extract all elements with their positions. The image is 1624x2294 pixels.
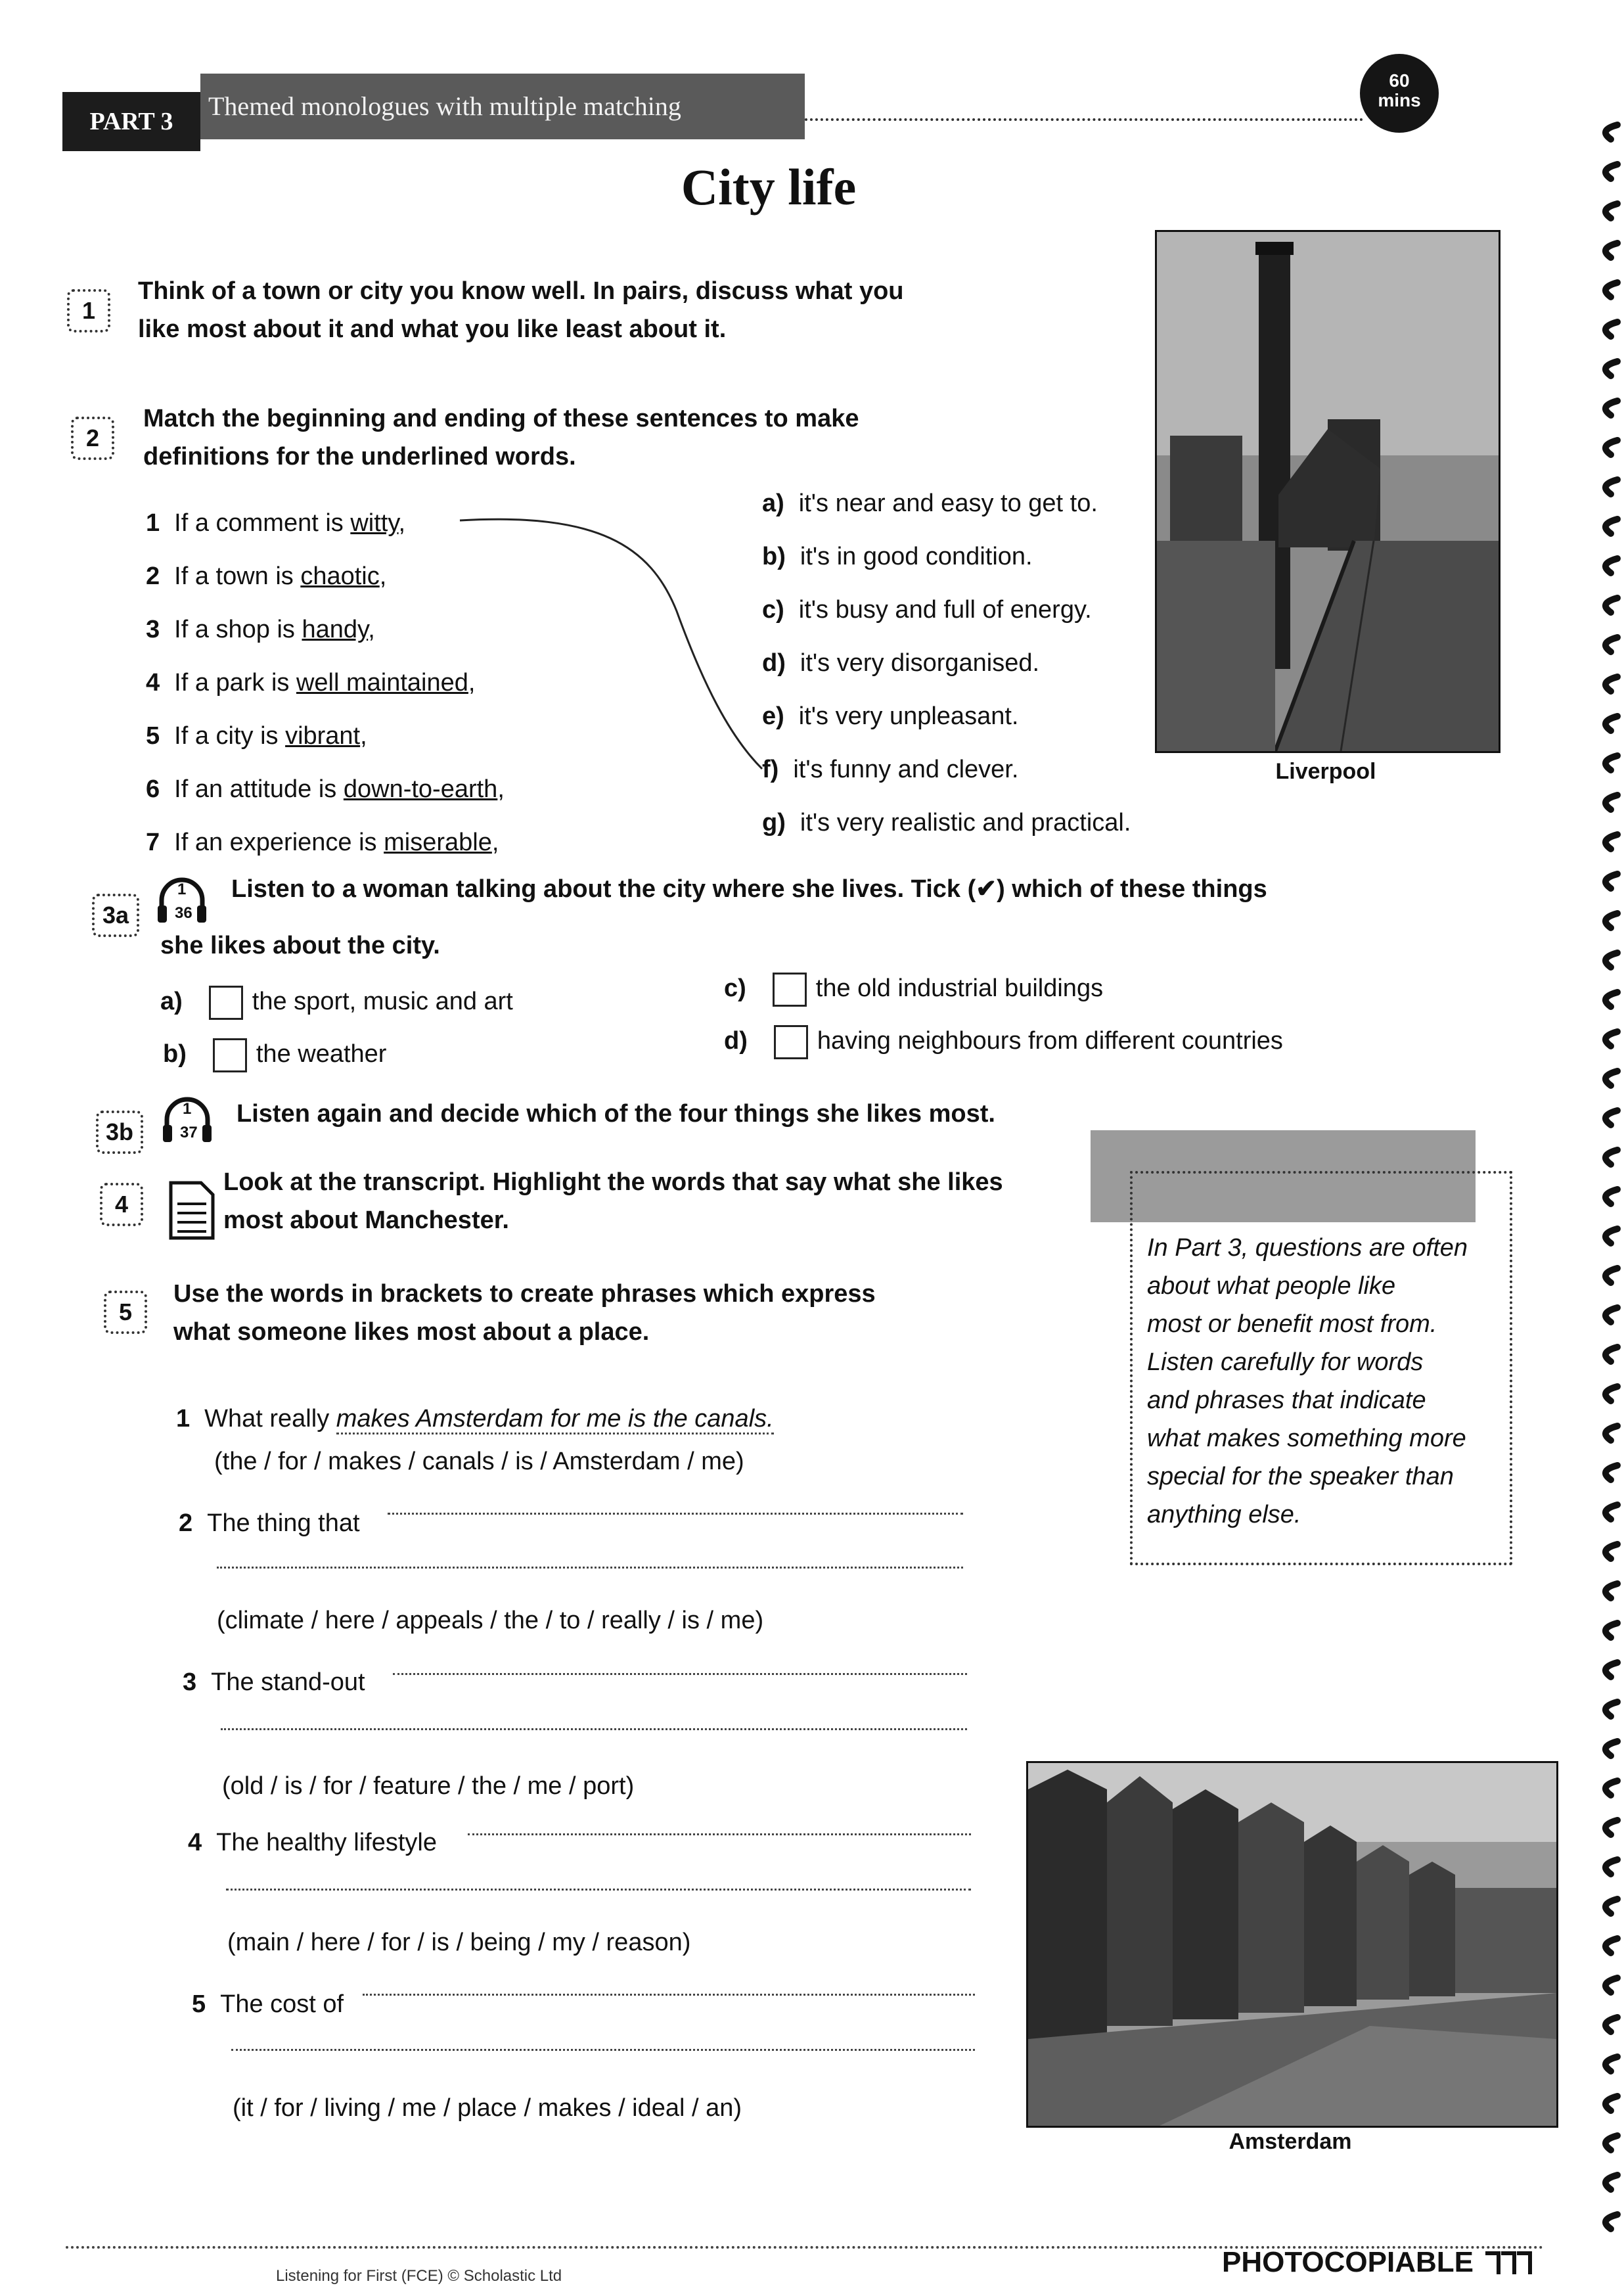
photocopy-icon (1481, 2249, 1537, 2278)
word-prompt-3: (old / is / for / feature / the / me / port) (222, 1772, 635, 1800)
question-number-5: 5 (104, 1291, 147, 1334)
tick-box[interactable] (774, 1025, 808, 1059)
spiral-binding (1585, 118, 1624, 2241)
ending-item: a) it's near and easy to get to. (762, 490, 1098, 517)
amsterdam-photo (1026, 1761, 1558, 2128)
audio-track-37 (160, 1093, 233, 1159)
photocopiable-label: PHOTOCOPIABLE (1222, 2246, 1537, 2279)
answer-line[interactable] (217, 1567, 963, 1569)
tick-box[interactable] (773, 973, 807, 1007)
option-a: a) the sport, music and art (160, 986, 513, 1020)
question-2-text (143, 400, 1063, 476)
section-title: Themed monologues with multiple matching (200, 74, 805, 139)
answer-line[interactable] (363, 1994, 975, 1996)
option-c: c) the old industrial buildings (724, 973, 1103, 1007)
ending-item: e) it's very unpleasant. (762, 702, 1019, 730)
question-4-line2: most about Manchester. (223, 1206, 509, 1234)
example-answer: makes Amsterdam for me is the canals. (336, 1405, 774, 1434)
track-number: 37 (180, 1124, 198, 1141)
question-5-text (173, 1275, 1027, 1351)
matching-line (453, 506, 782, 782)
time-value: 60 (1389, 70, 1410, 91)
word-prompt-5: (it / for / living / me / place / makes / ideal / an) (233, 2094, 742, 2122)
exercise-item-4: 4 The healthy lifestyle (188, 1829, 437, 1856)
cd-number: 1 (177, 881, 187, 898)
question-5-line2: what someone likes most about a place. (173, 1318, 650, 1346)
ending-item: g) it's very realistic and practical. (762, 809, 1131, 837)
question-1-line2: like most about it and what you like least about it. (138, 315, 727, 343)
exercise-item-5: 5 The cost of (192, 1990, 344, 2018)
question-1-line1: Think of a town or city you know well. In pairs, discuss what you (138, 277, 904, 305)
word-prompt-4: (main / here / for / is / being / my / reason) (227, 1929, 691, 1956)
question-number-3a: 3a (92, 894, 139, 937)
question-3a-line2: she likes about the city. (160, 932, 440, 959)
transcript-icon (168, 1180, 215, 1241)
endings-list (762, 488, 1222, 860)
amsterdam-image (1028, 1763, 1556, 2126)
exam-tip-text: In Part 3, questions are often about what people like most or benefit most from. Listen carefully for words and phrases that indicate what makes something more special for the speaker than anything else. (1147, 1234, 1468, 1528)
tick-box[interactable] (209, 986, 243, 1020)
track-number: 36 (175, 904, 192, 922)
liverpool-image (1157, 232, 1499, 751)
word-prompt-2: (climate / here / appeals / the / to / really / is / me) (217, 1607, 764, 1634)
time-badge (1360, 54, 1439, 133)
beginning-item: 2 If a town is chaotic, (146, 562, 387, 590)
beginning-item: 7 If an experience is miserable, (146, 829, 499, 856)
footer-credit: Listening for First (FCE) © Scholastic Ltd (276, 2267, 562, 2285)
option-d: d) having neighbours from different countries (724, 1025, 1283, 1059)
beginning-item: 6 If an attitude is down-to-earth, (146, 775, 505, 803)
answer-line[interactable] (393, 1673, 967, 1675)
tick-box[interactable] (213, 1038, 247, 1072)
ending-item: f) it's funny and clever. (762, 756, 1019, 783)
word-prompt-1: (the / for / makes / canals / is / Amsterdam / me) (214, 1448, 744, 1475)
question-2-line1: Match the beginning and ending of these sentences to make (143, 405, 859, 432)
ending-item: c) it's busy and full of energy. (762, 596, 1092, 624)
option-b: b) the weather (163, 1038, 386, 1072)
question-1-text (138, 272, 1123, 348)
beginning-item: 4 If a park is well maintained, (146, 669, 476, 697)
liverpool-photo (1155, 230, 1500, 753)
header-divider (805, 118, 1363, 121)
question-3a-line1: Listen to a woman talking about the city where she lives. Tick (✔) which of these things (231, 875, 1267, 903)
answer-line[interactable] (226, 1889, 971, 1891)
exercise-item-3: 3 The stand-out (183, 1668, 365, 1696)
beginning-item: 1 If a comment is witty, (146, 509, 406, 537)
question-2-line2: definitions for the underlined words. (143, 443, 576, 470)
ending-item: d) it's very disorganised. (762, 649, 1040, 677)
liverpool-caption: Liverpool (1275, 759, 1376, 784)
answer-line[interactable] (221, 1728, 967, 1730)
question-4-text (223, 1163, 1097, 1239)
beginning-item: 5 If a city is vibrant, (146, 722, 367, 750)
question-number-2: 2 (71, 417, 114, 460)
cd-number: 1 (183, 1100, 192, 1118)
question-4-line1: Look at the transcript. Highlight the words that say what she likes (223, 1168, 1003, 1196)
question-number-1: 1 (67, 289, 110, 333)
answer-line[interactable] (231, 2049, 975, 2051)
exercise-item-2: 2 The thing that (179, 1509, 360, 1537)
amsterdam-caption: Amsterdam (1229, 2129, 1352, 2154)
page-title: City life (681, 158, 857, 216)
beginning-item: 3 If a shop is handy, (146, 616, 375, 643)
ending-item: b) it's in good condition. (762, 543, 1033, 570)
time-unit: mins (1378, 90, 1421, 110)
answer-line[interactable] (468, 1833, 971, 1835)
question-number-3b: 3b (96, 1111, 143, 1154)
part-label: PART 3 (62, 92, 200, 151)
exercise-item-1: 1 What really makes Amsterdam for me is the canals. (176, 1400, 774, 1438)
question-number-4: 4 (100, 1183, 143, 1226)
question-5-line1: Use the words in brackets to create phrases which express (173, 1280, 876, 1308)
question-3b-text: Listen again and decide which of the four things she likes most. (237, 1100, 995, 1128)
answer-line[interactable] (388, 1513, 963, 1515)
